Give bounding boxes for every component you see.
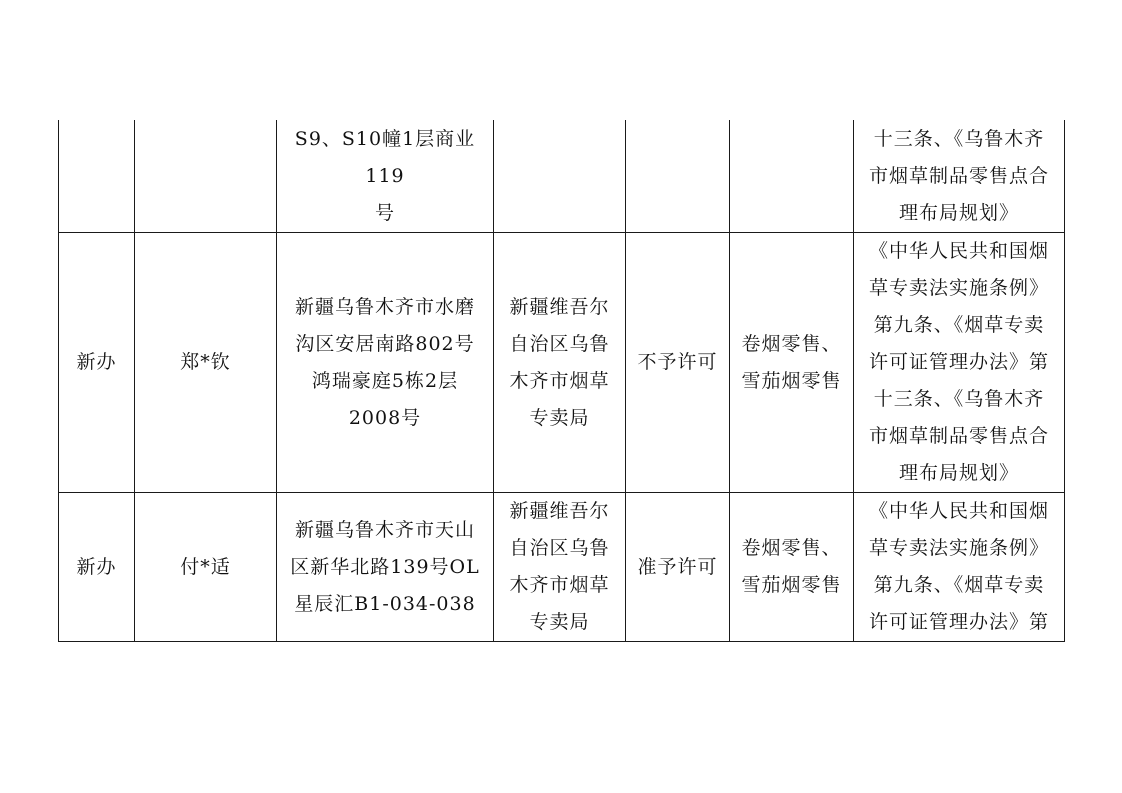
name-cell	[135, 120, 277, 233]
decision-cell: 不予许可	[626, 233, 730, 493]
address-cell: 新疆乌鲁木齐市天山 区新华北路139号OL 星辰汇B1-034-038	[277, 493, 494, 642]
scope-cell: 卷烟零售、 雪茄烟零售	[730, 493, 854, 642]
license-table	[58, 120, 1065, 642]
decision-cell: 准予许可	[626, 493, 730, 642]
type-cell	[59, 120, 135, 233]
authority-cell: 新疆维吾尔 自治区乌鲁 木齐市烟草 专卖局	[494, 233, 626, 493]
scope-cell	[730, 120, 854, 233]
table-row	[59, 493, 1065, 642]
decision-cell	[626, 120, 730, 233]
authority-cell	[494, 120, 626, 233]
basis-cell: 《中华人民共和国烟 草专卖法实施条例》 第九条、《烟草专卖 许可证管理办法》第	[854, 493, 1065, 642]
name-cell: 郑*钦	[135, 233, 277, 493]
name-cell: 付*适	[135, 493, 277, 642]
scope-cell: 卷烟零售、 雪茄烟零售	[730, 233, 854, 493]
table-row	[59, 233, 1065, 493]
type-cell: 新办	[59, 493, 135, 642]
address-cell: 新疆乌鲁木齐市水磨 沟区安居南路802号 鸿瑞豪庭5栋2层 2008号	[277, 233, 494, 493]
authority-cell: 新疆维吾尔 自治区乌鲁 木齐市烟草 专卖局	[494, 493, 626, 642]
type-cell: 新办	[59, 233, 135, 493]
table-row	[59, 120, 1065, 233]
basis-cell: 十三条、《乌鲁木齐 市烟草制品零售点合 理布局规划》	[854, 120, 1065, 233]
basis-cell: 《中华人民共和国烟 草专卖法实施条例》 第九条、《烟草专卖 许可证管理办法》第 十三条、《乌鲁木齐 市烟草制品零售点合 理布局规划》	[854, 233, 1065, 493]
address-cell: S9、S10幢1层商业119 号	[277, 120, 494, 233]
